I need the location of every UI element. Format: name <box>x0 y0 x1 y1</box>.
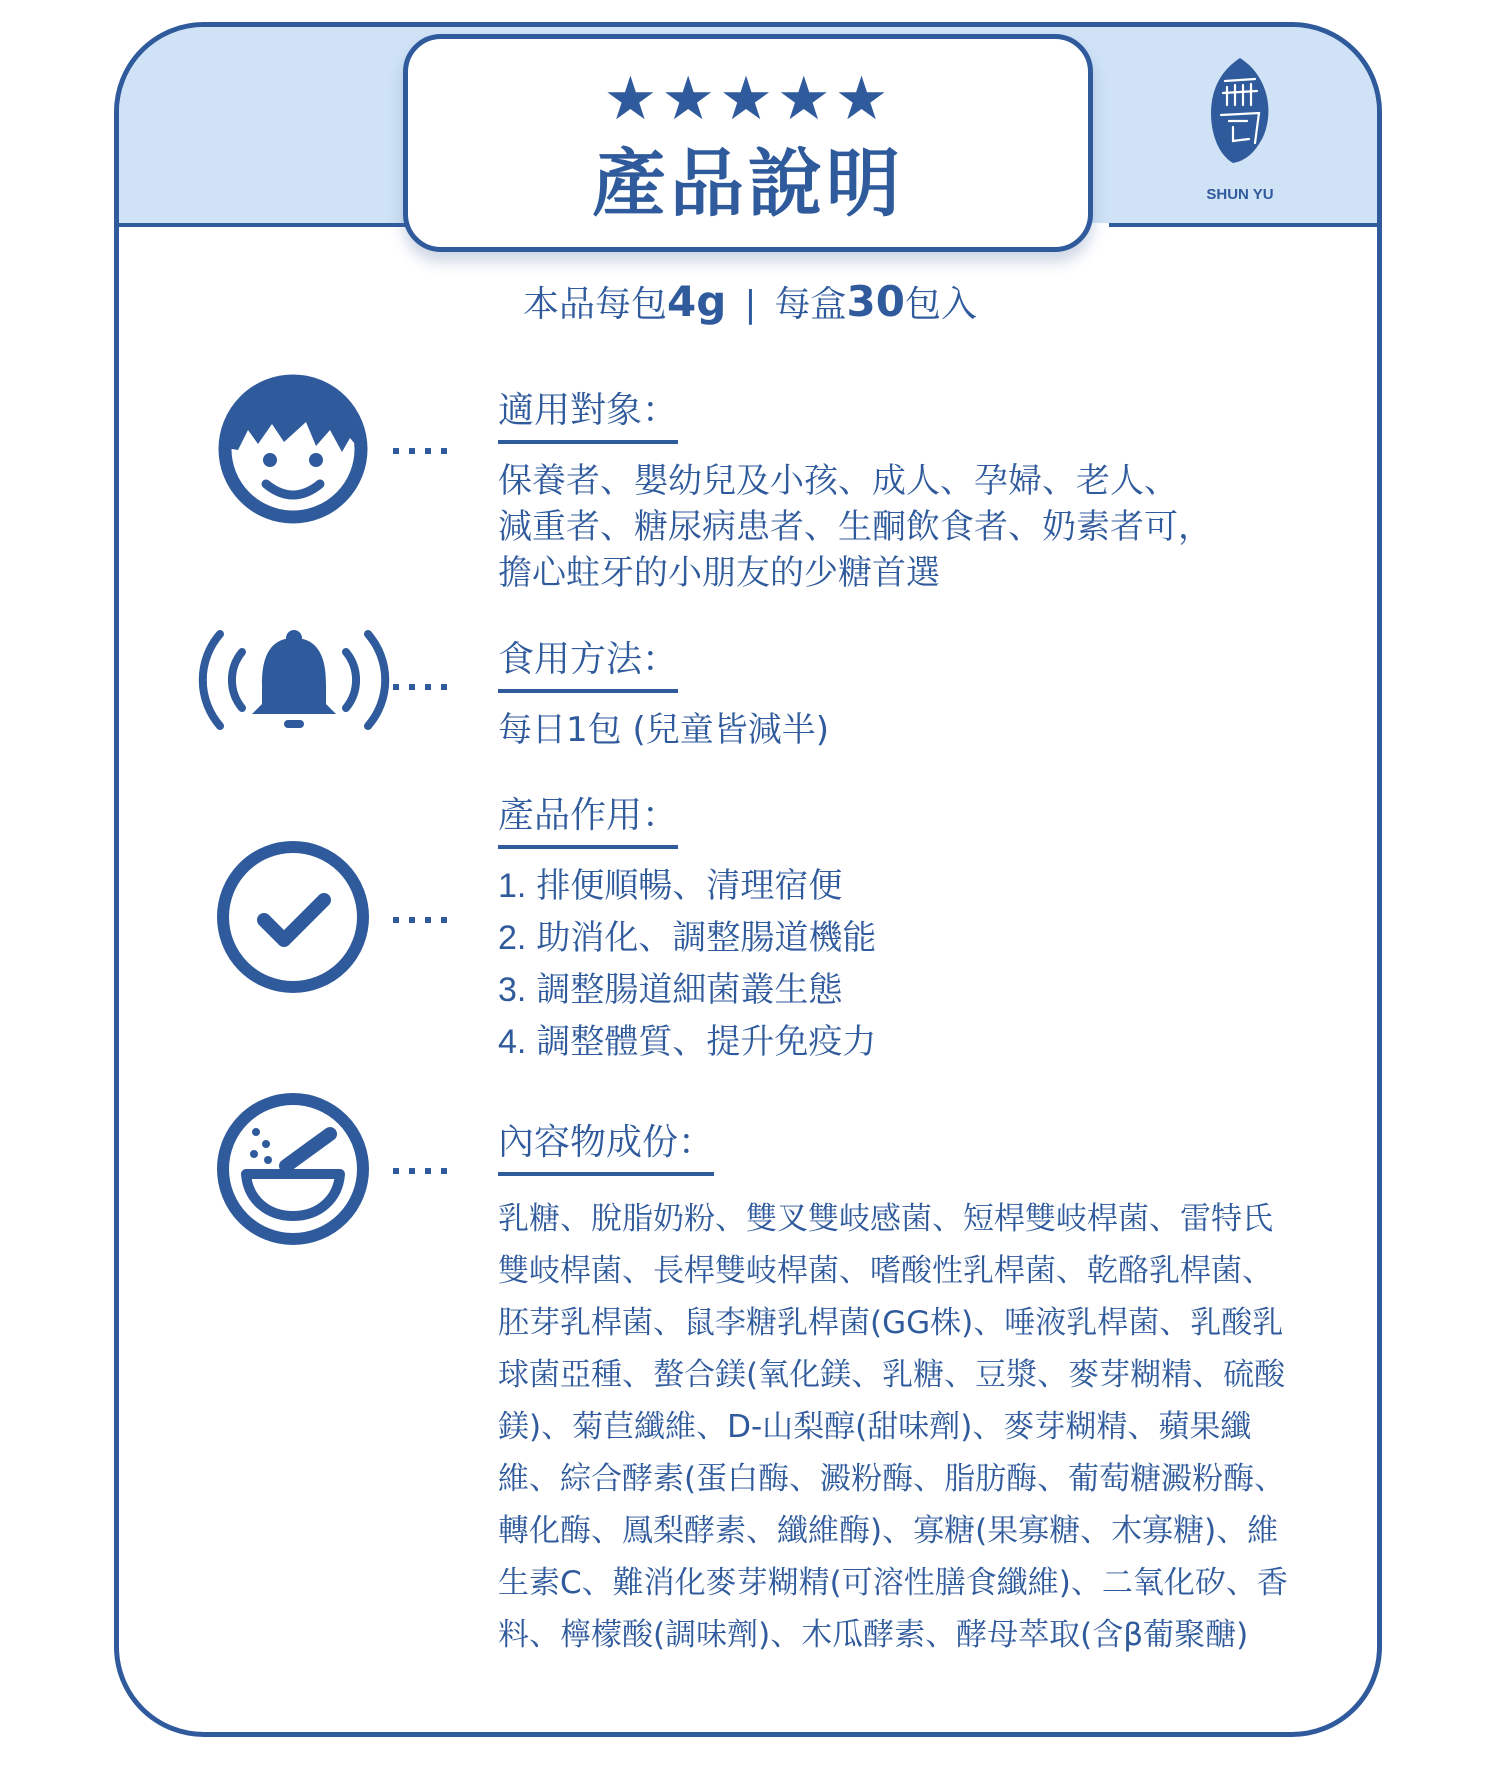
package-info <box>400 278 1100 329</box>
ingredients-line: 料、檸檬酸(調味劑)、木瓜酵素、酵母萃取(含β葡聚醣) <box>498 1617 1249 1653</box>
ingredients-text <box>498 1193 1318 1661</box>
target-heading: 適用對象： <box>498 388 678 444</box>
mortar-pestle-icon <box>216 1092 370 1246</box>
target-body <box>498 458 1212 596</box>
ingredients-line: 轉化酶、鳳梨酵素、纖維酶)、寡糖(果寡糖、木寡糖)、維 <box>498 1513 1279 1549</box>
connector-dots <box>393 917 455 923</box>
usage-heading: 食用方法： <box>498 637 678 693</box>
ingredients-line: 鎂)、菊苣纖維、D-山梨醇(甜味劑)、麥芽糊精、蘋果纖 <box>498 1409 1252 1445</box>
per-box-suffix: 包入 <box>904 284 977 325</box>
ingredients-line: 球菌亞種、螯合鎂(氧化鎂、乳糖、豆漿、麥芽糊精、硫酸 <box>498 1357 1286 1393</box>
list-item: 1. 排便順暢、清理宿便 <box>498 866 843 906</box>
smiling-boy-icon <box>218 372 368 526</box>
rating-stars: ★★★★★ <box>603 64 893 134</box>
per-box-label: 每盒 <box>774 284 847 325</box>
brand-name: SHUN YU <box>1206 186 1274 203</box>
list-item: 2. 助消化、調整腸道機能 <box>498 918 877 958</box>
per-pack-label: 本品每包 <box>523 284 668 325</box>
target-line: 減重者、糖尿病患者、生酮飲食者、奶素者可， <box>498 507 1212 547</box>
ringing-bell-icon <box>194 622 394 738</box>
effects-list <box>498 860 876 1068</box>
ingredients-line: 生素C、難消化麥芽糊精(可溶性膳食纖維)、二氧化矽、香 <box>498 1565 1288 1601</box>
target-line: 擔心蛀牙的小朋友的少糖首選 <box>498 553 940 593</box>
ingredients-line: 雙岐桿菌、長桿雙岐桿菌、嗜酸性乳桿菌、乾酪乳桿菌、 <box>498 1253 1273 1289</box>
page-title: 產品說明 <box>592 141 904 227</box>
ingredients-heading: 內容物成份： <box>498 1120 714 1176</box>
connector-dots <box>393 684 455 690</box>
brand-logo-icon <box>1205 55 1275 165</box>
per-box-value: 30 <box>846 277 905 326</box>
connector-dots <box>393 448 455 454</box>
header-divider-right <box>1109 223 1382 227</box>
header-divider-left <box>119 223 409 227</box>
list-item: 3. 調整腸道細菌叢生態 <box>498 970 843 1010</box>
ingredients-line: 維、綜合酵素(蛋白酶、澱粉酶、脂肪酶、葡萄糖澱粉酶、 <box>498 1461 1286 1497</box>
title-box <box>403 34 1093 252</box>
ingredients-line: 乳糖、脫脂奶粉、雙叉雙岐感菌、短桿雙岐桿菌、雷特氏 <box>498 1201 1273 1237</box>
ingredients-line: 胚芽乳桿菌、鼠李糖乳桿菌(GG株)、唾液乳桿菌、乳酸乳 <box>498 1305 1284 1341</box>
per-pack-value: 4g <box>667 277 727 326</box>
usage-text: 每日1包 (兒童皆減半) <box>498 710 829 750</box>
connector-dots <box>393 1168 455 1174</box>
list-item: 4. 調整體質、提升免疫力 <box>498 1022 877 1062</box>
info-separator: | <box>744 284 757 325</box>
checkmark-circle-icon <box>216 840 370 994</box>
target-line: 保養者、嬰幼兒及小孩、成人、孕婦、老人、 <box>498 461 1178 501</box>
effects-heading: 產品作用： <box>498 793 678 849</box>
